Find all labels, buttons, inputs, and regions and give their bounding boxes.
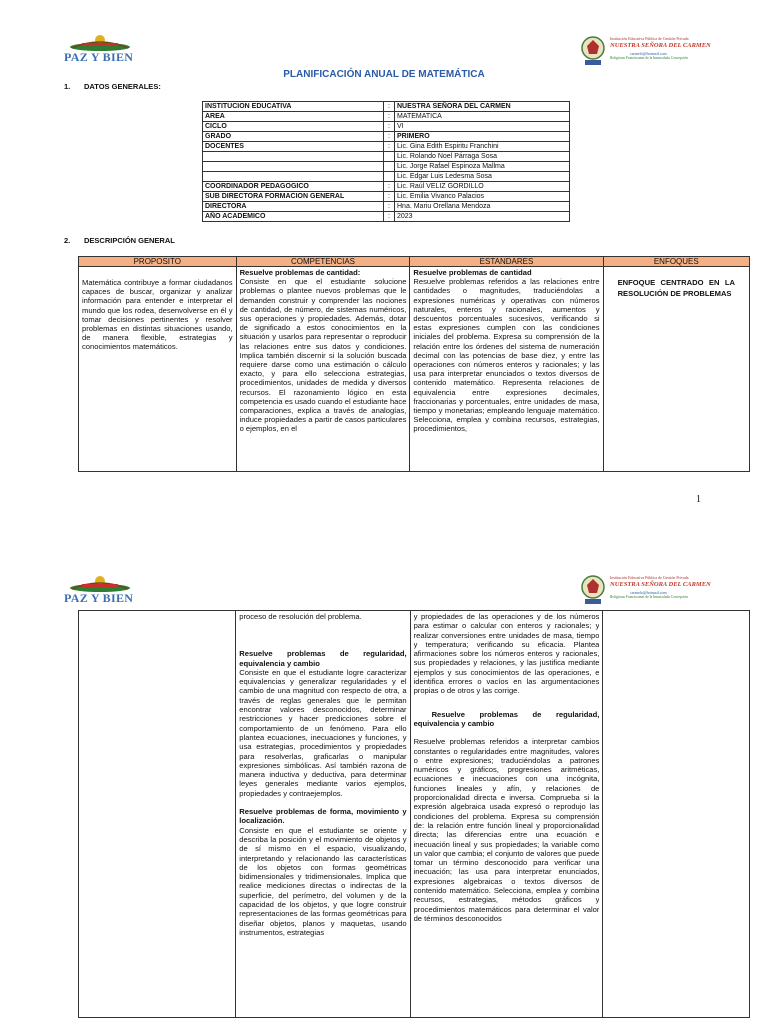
cell-enfoques-cont <box>603 611 750 1018</box>
logo-line-1: Institución Educativa Pública de Gestión Privada <box>610 36 689 41</box>
datos-row <box>203 152 570 162</box>
datos-label: COORDINADOR PEDAGOGICO <box>203 182 384 192</box>
descripcion-table-continued <box>78 610 750 1018</box>
datos-value: Lic. Emilia Vivanco Palacios <box>395 192 570 202</box>
page-title: PLANIFICACIÓN ANUAL DE MATEMÁTICA <box>283 69 485 80</box>
datos-value: Hna. Mariu Orellana Mendoza <box>395 202 570 212</box>
estandar-cont-text: y propiedades de las operaciones y de los números para estimar o calcular con enteros y racionales; y realizar conversiones entre unidades de masa, tiempo y temperatura; verificando su eficacia. Plantea afirmaciones sobre los números enteros y racionales, sus propiedades y relaciones, y las justifica mediante ejemplos y sus conocimientos de las operaciones, e identifica errores o vacíos en las argumentaciones propias o de otros y las corrige. <box>413 612 600 696</box>
datos-colon <box>384 162 395 172</box>
school-logo-right <box>580 34 710 70</box>
school-seal-icon <box>580 34 606 68</box>
datos-colon: : <box>384 122 395 132</box>
cell-estandares <box>410 267 603 472</box>
datos-row <box>203 202 570 212</box>
datos-label: CICLO <box>203 122 384 132</box>
school-logo-left-p2 <box>64 575 136 605</box>
datos-colon: : <box>384 112 395 122</box>
datos-value: 2023 <box>395 212 570 222</box>
header-enfoques: ENFOQUES <box>603 257 749 267</box>
section-2-label: DESCRIPCIÓN GENERAL <box>84 236 175 245</box>
header-competencias: COMPETENCIAS <box>236 257 410 267</box>
datos-row <box>203 122 570 132</box>
estandar-2-title: Resuelve problemas de regularidad, equivalencia y cambio <box>413 709 600 728</box>
logo-line-1: Institución Educativa Pública de Gestión Privada <box>610 575 689 580</box>
section-1-number: 1. <box>64 82 71 91</box>
cell-proposito <box>79 267 237 472</box>
datos-row <box>203 212 570 222</box>
competencia-3-title: Resuelve problemas de forma, movimiento y localización. <box>239 807 407 826</box>
school-logo-right-p2 <box>580 573 710 609</box>
datos-label: AÑO ACADEMICO <box>203 212 384 222</box>
descripcion-table <box>78 256 750 472</box>
section-1-label: DATOS GENERALES: <box>84 82 161 91</box>
datos-value: Lic. Raúl VELIZ GORDILLO <box>395 182 570 192</box>
datos-value: PRIMERO <box>395 132 570 142</box>
competencia-2-text: Consiste en que el estudiante logre caracterizar equivalencias y generalizar regularidades y el cambio de una magnitud con respecto de otra, a través de reglas generales que le permitan encontrar valores desconocidos, determinar restricciones y hacer predicciones sobre el comportamiento de un fenómeno. Para ello plantea ecuaciones, inecuaciones y funciones, y usa estrategias, procedimientos y propiedades para resolverlas, graficarlas o manipular expresiones simbólicas. Así también razona de manera inductiva y deductiva, para determinar leyes generales mediante varios ejemplos, propiedades y contraejemplos. <box>239 667 407 798</box>
logo-line-4: Religiosas Franciscanas de la Inmaculada Concepción <box>610 56 688 60</box>
datos-value: Lic. Rolando Noel Párraga Sosa <box>395 152 570 162</box>
estandar-title: Resuelve problemas de cantidad <box>413 268 532 277</box>
estandar-text: Resuelve problemas referidos a las relaciones entre cantidades o magnitudes, traduciéndolas a expresiones numéricas y operativas con números naturales, enteros y racionales, aumentos y descuentos porcentuales sucesivos, verificando si estas expresiones cumplen con las condiciones iniciales del problema. Expresa su comprensión de la relación entre los órdenes del sistema de numeración decimal con las potencias de base diez, y entre las operaciones con números enteros y racionales; y las usa para interpretar enunciados o textos diversos de contenido matemático. Representa relaciones de equivalencia entre expresiones decimales, fraccionarias y porcentuales, entre unidades de masa, tiempo y monetarias; empleando lenguaje matemático. Selecciona, emplea y combina recursos, estrategias, procedimientos, <box>413 277 600 434</box>
datos-row <box>203 102 570 112</box>
section-2-number: 2. <box>64 236 71 245</box>
header-estandares: ESTANDARES <box>410 257 603 267</box>
competencia-3-text: Consiste en que el estudiante se oriente y describa la posición y el movimiento de objetos y de sí mismo en el espacio, visualizando, interpretando y relacionando las características de los objetos con formas geométricas bidimensionales y tridimensionales. Implica que realice mediciones directas o indirectas de la superficie, del perímetro, del volumen y de la capacidad de los objetos, y que logre construir representaciones de las formas geométricas para diseñar objetos, planos y maquetas, usando instrumentos, estrategias <box>239 825 407 937</box>
datos-label <box>203 162 384 172</box>
datos-value: Lic. Gina Edith Espiritu Franchini <box>395 142 570 152</box>
cell-enfoques <box>603 267 749 472</box>
datos-label: INSTITUCION EDUCATIVA <box>203 102 384 112</box>
datos-row <box>203 192 570 202</box>
datos-row <box>203 112 570 122</box>
datos-label <box>203 172 384 182</box>
estandar-2-text: Resuelve problemas referidos a interpretar cambios constantes o regularidades entre magnitudes, valores o entre expresiones; traduciéndolas a patrones numéricos y gráficos, progresiones aritméticas, ecuaciones e inecuaciones con una incógnita, funciones lineales y afín, y relaciones de proporcionalidad directa e inversa. Comprueba si la expresión algebraica usada expresó o reprodujo las condiciones del problema. Expresa su comprensión de: la relación entre función lineal y proporcionalidad directa; las diferencias entre una ecuación e inecuación lineal y sus propiedades; la variable como un valor que cambia; el conjunto de valores que puede tomar un término desconocido para verificar una inecuación; las usa para interpretar enunciados, expresiones algebraicas o textos diversos de contenido matemático. Selecciona, emplea y combina recursos, estrategias, métodos gráficos y procedimientos matemáticos para determinar el valor de términos desconocidos <box>413 737 600 923</box>
datos-generales-table <box>202 101 570 222</box>
competencia-text: Consiste en que el estudiante solucione problemas o plantee nuevos problemas que le demanden construir y comprender las nociones de cantidad, de número, de sistemas numéricos, sus operaciones y propiedades. Además, dotar de significado a estos conocimientos en la situación y usarlos para representar o reproducir las relaciones entre sus datos y condiciones. Implica también discernir si la solución buscada requiere darse como una estimación o cálculo exacto, y para ello selecciona estrategias, procedimientos, unidades de medida y diversos recursos. El razonamiento lógico en esta competencia es usado cuando el estudiante hace comparaciones, explica a través de analogías, induce propiedades a partir de casos particulares o ejemplos, en el <box>239 277 407 434</box>
proposito-text: Matemática contribuye a formar ciudadanos capaces de buscar, organizar y analizar información para entender e interpretar el mundo que los rodea, desenvolverse en él y tomar decisiones pertinentes y resolver problemas en distintas situaciones usando, de manera flexible, estrategias y conocimientos matemáticos. <box>82 278 233 352</box>
datos-value: VI <box>395 122 570 132</box>
datos-value: Lic. Edgar Luis Ledesma Sosa <box>395 172 570 182</box>
competencia-2-title: Resuelve problemas de regularidad, equivalencia y cambio <box>239 649 407 668</box>
datos-colon: : <box>384 142 395 152</box>
datos-colon: : <box>384 182 395 192</box>
datos-label: GRADO <box>203 132 384 142</box>
datos-label <box>203 152 384 162</box>
datos-colon: : <box>384 132 395 142</box>
competencia-cont-text: proceso de resolución del problema. <box>239 612 362 621</box>
datos-colon <box>384 152 395 162</box>
datos-colon: : <box>384 202 395 212</box>
header-proposito: PROPOSITO <box>79 257 237 267</box>
cell-competencias-cont <box>236 611 410 1018</box>
datos-value: MATEMATICA <box>395 112 570 122</box>
datos-label: AREA <box>203 112 384 122</box>
logo-line-2: NUESTRA SEÑORA DEL CARMEN <box>610 581 711 588</box>
datos-value: NUESTRA SEÑORA DEL CARMEN <box>395 102 570 112</box>
school-logo-left <box>64 34 136 64</box>
cell-proposito-cont <box>79 611 236 1018</box>
datos-label: DOCENTES <box>203 142 384 152</box>
logo-line-3: carmelo@hotmail.com <box>630 51 667 56</box>
datos-label: SUB DIRECTORA FORMACION GENERAL <box>203 192 384 202</box>
competencia-title: Resuelve problemas de cantidad: <box>239 268 361 277</box>
datos-row <box>203 182 570 192</box>
datos-colon: : <box>384 212 395 222</box>
logo-motto: PAZ Y BIEN <box>64 591 134 605</box>
datos-row <box>203 132 570 142</box>
logo-motto: PAZ Y BIEN <box>64 50 134 64</box>
school-seal-icon <box>580 573 606 607</box>
datos-row <box>203 172 570 182</box>
datos-row <box>203 162 570 172</box>
datos-value: Lic. Jorge Rafael Espinoza Mallma <box>395 162 570 172</box>
datos-label: DIRECTORA <box>203 202 384 212</box>
page-number: 1 <box>696 494 701 505</box>
enfoque-text: ENFOQUE CENTRADO EN LA RESOLUCIÓN DE PROBLEMAS <box>617 278 735 298</box>
logo-line-2: NUESTRA SEÑORA DEL CARMEN <box>610 42 711 49</box>
datos-colon <box>384 172 395 182</box>
logo-line-3: carmelo@hotmail.com <box>630 590 667 595</box>
datos-colon: : <box>384 102 395 112</box>
logo-line-4: Religiosas Franciscanas de la Inmaculada Concepción <box>610 595 688 599</box>
datos-colon: : <box>384 192 395 202</box>
cell-competencias <box>236 267 410 472</box>
datos-row <box>203 142 570 152</box>
cell-estandares-cont <box>410 611 603 1018</box>
